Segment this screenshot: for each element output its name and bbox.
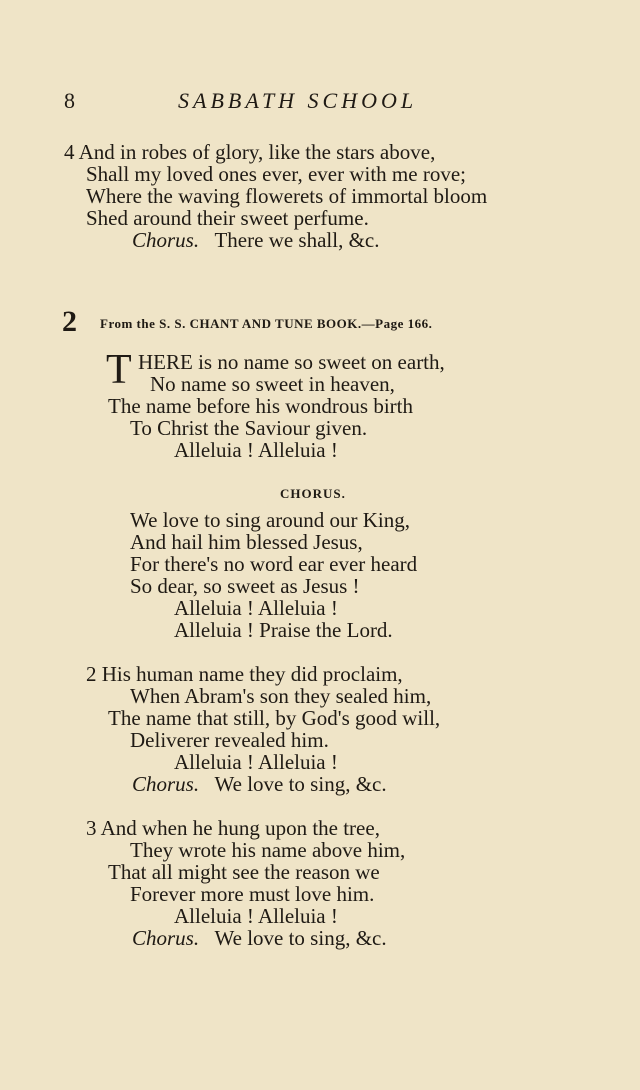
chorus-line: For there's no word ear ever heard xyxy=(130,552,418,576)
chorus-line: We love to sing around our King, xyxy=(130,508,411,532)
chorus-line: And hail him blessed Jesus, xyxy=(130,530,363,554)
chorus-label: Chorus. xyxy=(132,772,200,796)
running-title: SABBATH SCHOOL xyxy=(178,88,418,113)
chorus-ref xyxy=(132,926,387,950)
drop-cap: T xyxy=(106,347,132,393)
chorus-ref xyxy=(132,772,387,796)
verse-line: No name so sweet in heaven, xyxy=(150,372,395,396)
chorus-label: Chorus. xyxy=(132,228,200,252)
verse-line: The name before his wondrous birth xyxy=(108,394,414,418)
verse-line: When Abram's son they sealed him, xyxy=(130,684,432,708)
verse-line: 2 His human name they did proclaim, xyxy=(86,662,403,686)
verse-line: Deliverer revealed him. xyxy=(130,728,329,752)
chorus-label: Chorus. xyxy=(132,926,200,950)
verse-line: HERE is no name so sweet on earth, xyxy=(138,350,445,374)
alleluia-line: Alleluia ! Alleluia ! xyxy=(174,438,338,462)
verse-line: The name that still, by God's good will, xyxy=(108,706,441,730)
hymn-source: From the S. S. CHANT AND TUNE BOOK.—Page 166. xyxy=(100,316,433,331)
verse-line: Shed around their sweet perfume. xyxy=(86,206,369,230)
chorus-text: There we shall, &c. xyxy=(214,228,380,252)
alleluia-line: Alleluia ! Alleluia ! xyxy=(174,750,338,774)
verse-line: To Christ the Saviour given. xyxy=(130,416,368,440)
verse-line: Forever more must love him. xyxy=(130,882,375,906)
verse-line: Shall my loved ones ever, ever with me rove; xyxy=(86,162,466,186)
verse-line: Where the waving flowerets of immortal bloom xyxy=(86,184,488,208)
chorus-ref xyxy=(132,228,380,252)
page-number: 8 xyxy=(64,88,75,113)
verse-line: That all might see the reason we xyxy=(108,860,380,884)
hymn-number: 2 xyxy=(62,305,77,338)
verse-line: 4 And in robes of glory, like the stars above, xyxy=(64,140,436,164)
chorus-text: We love to sing, &c. xyxy=(214,926,387,950)
chorus-text: We love to sing, &c. xyxy=(214,772,387,796)
verse-line: 3 And when he hung upon the tree, xyxy=(86,816,380,840)
alleluia-line: Alleluia ! Praise the Lord. xyxy=(174,618,393,642)
alleluia-line: Alleluia ! Alleluia ! xyxy=(174,596,338,620)
verse-line: They wrote his name above him, xyxy=(130,838,406,862)
chorus-heading: CHORUS. xyxy=(280,486,346,501)
alleluia-line: Alleluia ! Alleluia ! xyxy=(174,904,338,928)
chorus-line: So dear, so sweet as Jesus ! xyxy=(130,574,360,598)
